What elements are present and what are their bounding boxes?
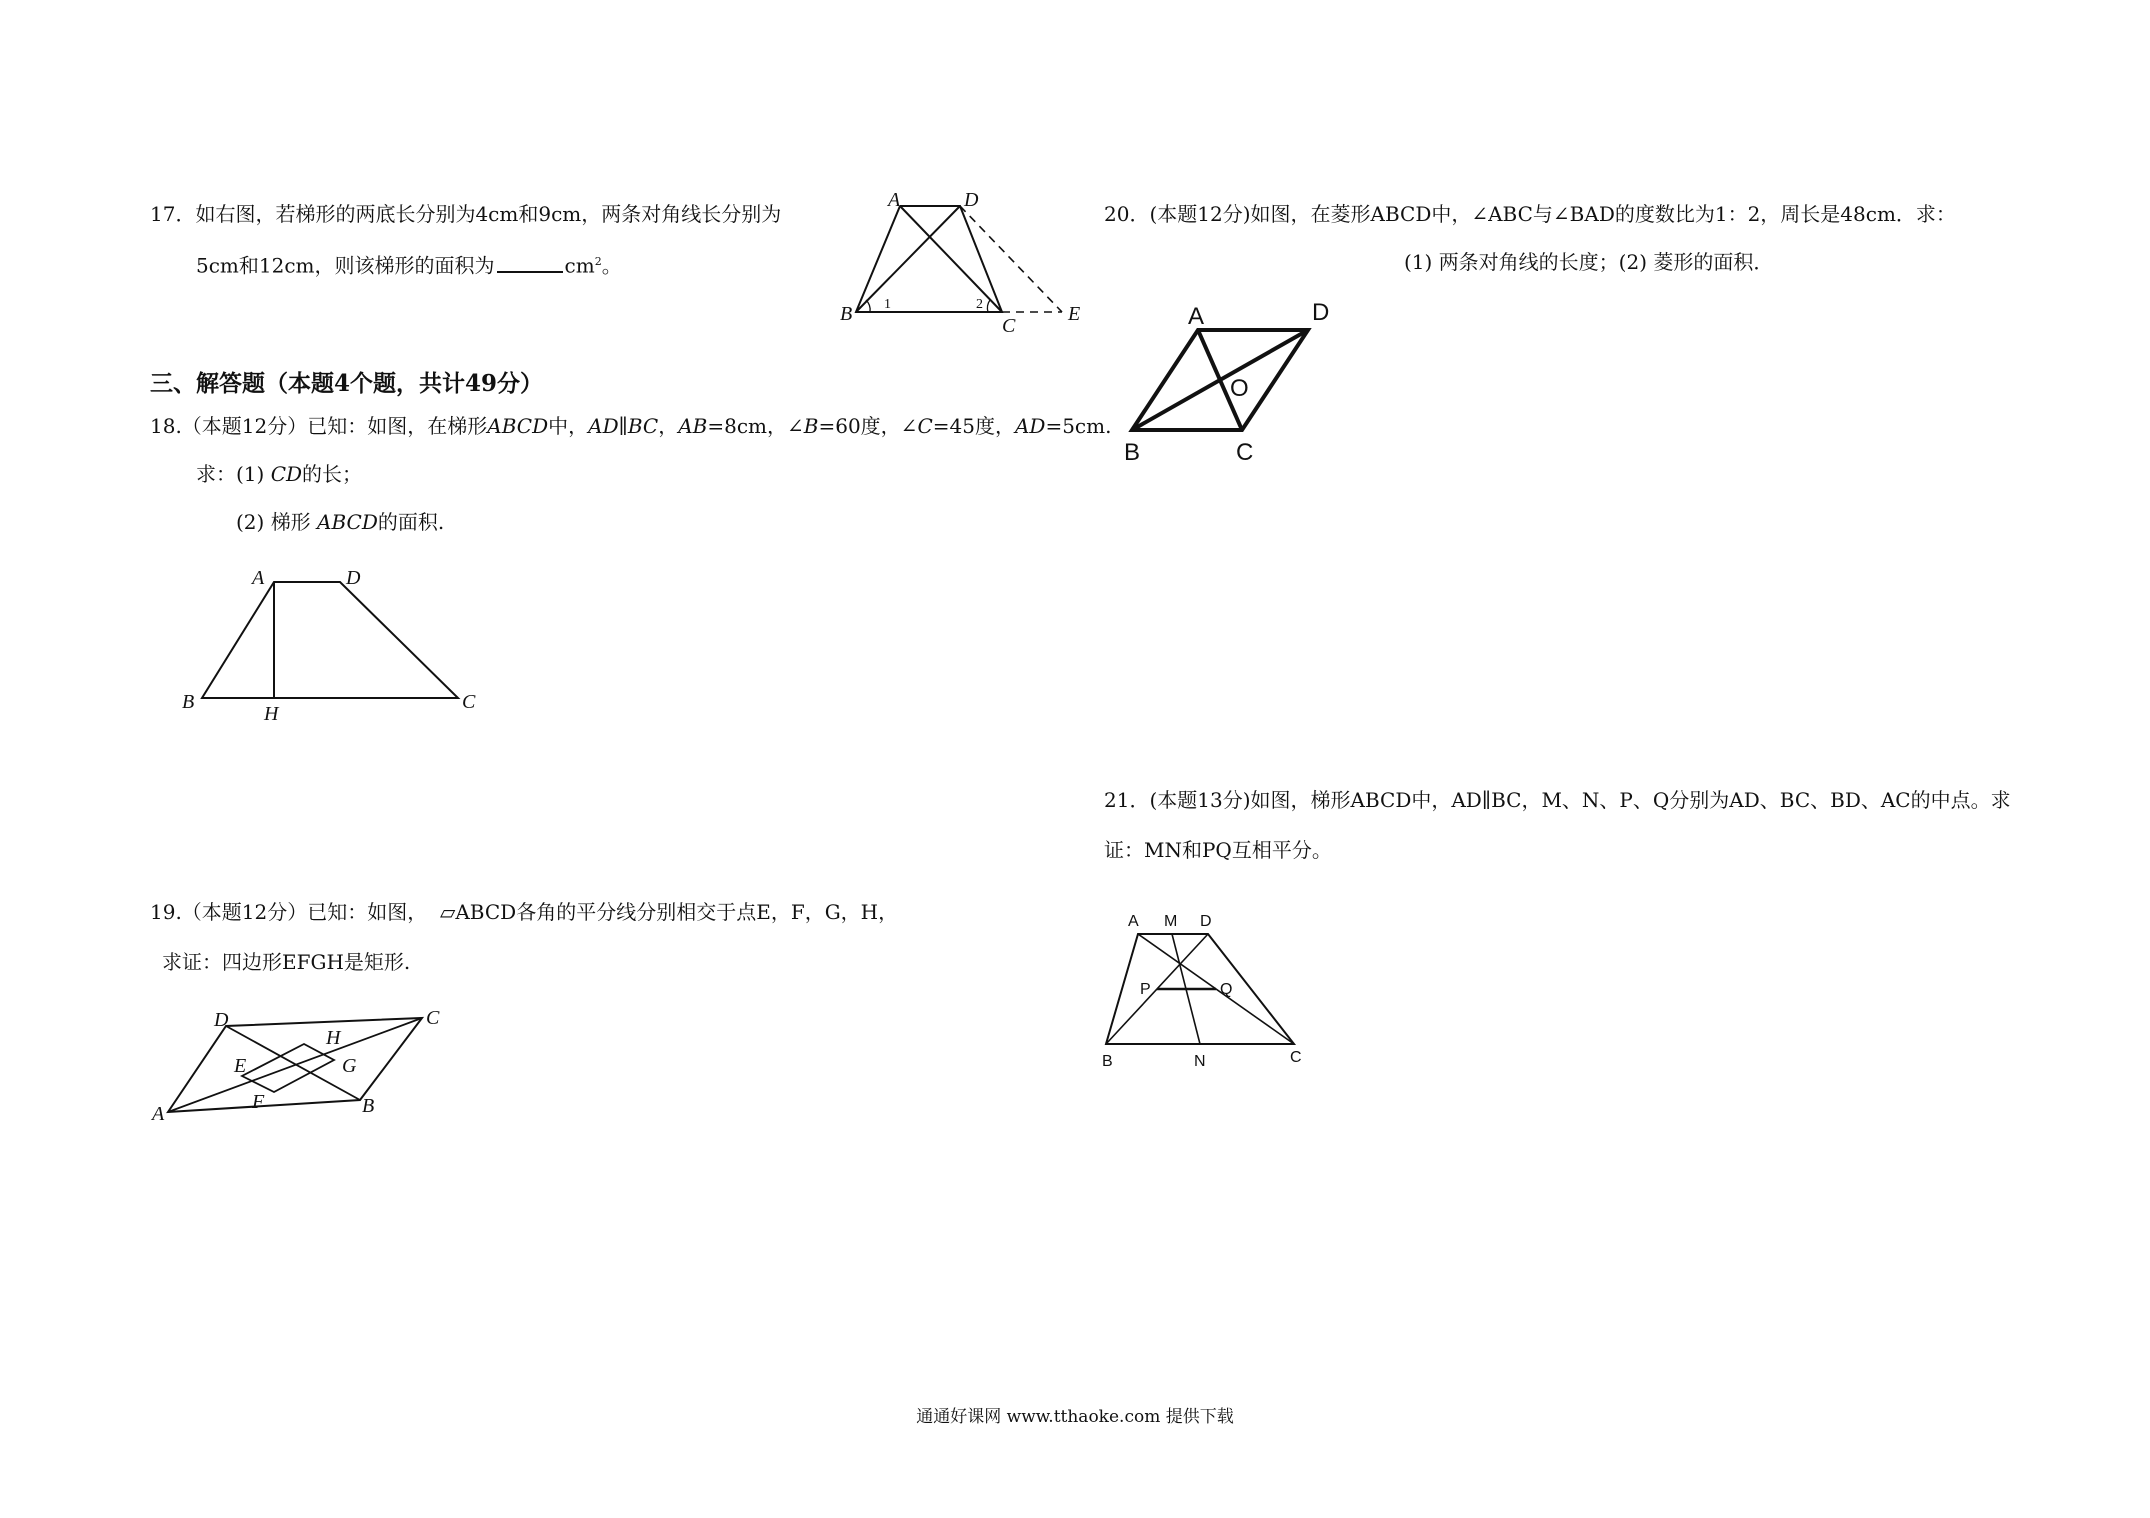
q20-label-a: A	[1188, 303, 1205, 330]
q18-l2a: 求：(1)	[196, 462, 265, 486]
q18-t11: =45度，	[932, 414, 1015, 438]
q18-l3b: ABCD	[317, 510, 378, 534]
q19-l1a: 19.（本题12分）已知：如图，	[150, 900, 428, 924]
q19-label-a: A	[152, 1103, 165, 1125]
q21-label-d: D	[1200, 913, 1212, 930]
q19-label-h: H	[326, 1027, 341, 1049]
footer-text: 通通好课网 www.tthaoke.com 提供下载	[916, 1407, 1234, 1427]
q19-line2: 求证：四边形EFGH是矩形.	[162, 950, 411, 974]
q18-l3c: 的面积.	[377, 510, 445, 534]
q18-line3	[236, 508, 444, 536]
q18-t8: B	[803, 414, 819, 438]
q18-label-b: B	[182, 691, 195, 713]
q19-label-c: C	[426, 1007, 440, 1029]
q21-label-q: Q	[1220, 981, 1233, 998]
q17-unit: cm	[564, 253, 595, 278]
q17-label-b: B	[840, 303, 853, 325]
q20-line1: 20．(本题12分)如图，在菱形ABCD中，∠ABC与∠BAD的度数比为1：2，周长是48cm．求：	[1104, 202, 1956, 226]
q18-t5: ，	[658, 414, 679, 438]
q18-label-d: D	[346, 567, 361, 589]
q18-line1	[150, 412, 1111, 440]
q19-label-f: F	[252, 1091, 265, 1113]
q18-label-c: C	[462, 691, 476, 713]
q21-label-a: A	[1128, 913, 1139, 930]
q17-line2-pre: 5cm和12cm，则该梯形的面积为	[196, 253, 495, 278]
q17-angle2: 2	[976, 297, 983, 312]
q17-label-a: A	[888, 189, 901, 211]
q21-label-c: C	[1290, 1049, 1302, 1066]
q17-line2-post: 。	[601, 253, 622, 278]
q18-t7: =8cm，∠	[707, 414, 804, 438]
q18-t10: C	[917, 414, 933, 438]
q21-label-n: N	[1194, 1053, 1206, 1070]
q19-label-b: B	[362, 1095, 375, 1117]
q20-rhombus-figure	[1120, 296, 1360, 476]
q17-label-c: C	[1002, 315, 1016, 337]
q17-line2	[196, 248, 622, 280]
q20-label-c: C	[1236, 439, 1254, 466]
q17-trapezoid-figure	[840, 190, 1100, 340]
q21-line2: 证：MN和PQ互相平分。	[1104, 838, 1332, 862]
q18-l3a: (2) 梯形	[236, 510, 311, 534]
q20-label-o: O	[1230, 375, 1249, 402]
q18-t13: =5cm.	[1045, 414, 1112, 438]
q17-exponent: 2	[594, 255, 602, 268]
q19-line1	[150, 898, 898, 926]
q17-label-e: E	[1068, 303, 1081, 325]
q18-t1: 18.（本题12分）已知：如图，在梯形	[150, 414, 488, 438]
q21-label-p: P	[1140, 981, 1151, 998]
q18-line2	[196, 460, 362, 488]
q19-parallelogram-figure	[150, 1000, 470, 1130]
q21-label-b: B	[1102, 1053, 1113, 1070]
q18-t12: AD	[1014, 414, 1046, 438]
q21-line1: 21．(本题13分)如图，梯形ABCD中，AD∥BC，M、N、P、Q分别为AD、BC、BD、AC的中点。求	[1104, 788, 2011, 812]
q20-line2: (1) 两条对角线的长度；(2) 菱形的面积．	[1404, 250, 1774, 274]
q21-trapezoid-figure	[1096, 906, 1326, 1076]
q17-label-d: D	[964, 189, 979, 211]
q19-l1b: ▱ABCD各角的平分线分别相交于点E，F，G，H，	[439, 900, 899, 924]
q18-t9: =60度，∠	[818, 414, 918, 438]
q18-t3: 中，	[548, 414, 589, 438]
q21-label-m: M	[1164, 913, 1178, 930]
q20-label-b: B	[1124, 439, 1141, 466]
answer-blank	[497, 251, 563, 273]
q19-label-d: D	[214, 1009, 229, 1031]
q20-label-d: D	[1312, 299, 1330, 326]
section-heading: 三、解答题（本题4个题，共计49分）	[150, 370, 544, 397]
q18-l2b: CD	[270, 462, 303, 486]
q18-t4: AD∥BC	[588, 414, 659, 438]
q18-l2c: 的长；	[302, 462, 363, 486]
q18-t6: AB	[678, 414, 708, 438]
q18-label-h: H	[264, 703, 279, 725]
q17-line1: 17．如右图，若梯形的两底长分别为4cm和9cm，两条对角线长分别为	[150, 202, 782, 226]
q19-label-g: G	[342, 1055, 357, 1077]
q18-label-a: A	[252, 567, 265, 589]
q18-trapezoid-figure	[180, 560, 500, 730]
q17-angle1: 1	[884, 297, 891, 312]
q19-label-e: E	[234, 1055, 247, 1077]
q18-t2: ABCD	[487, 414, 549, 438]
